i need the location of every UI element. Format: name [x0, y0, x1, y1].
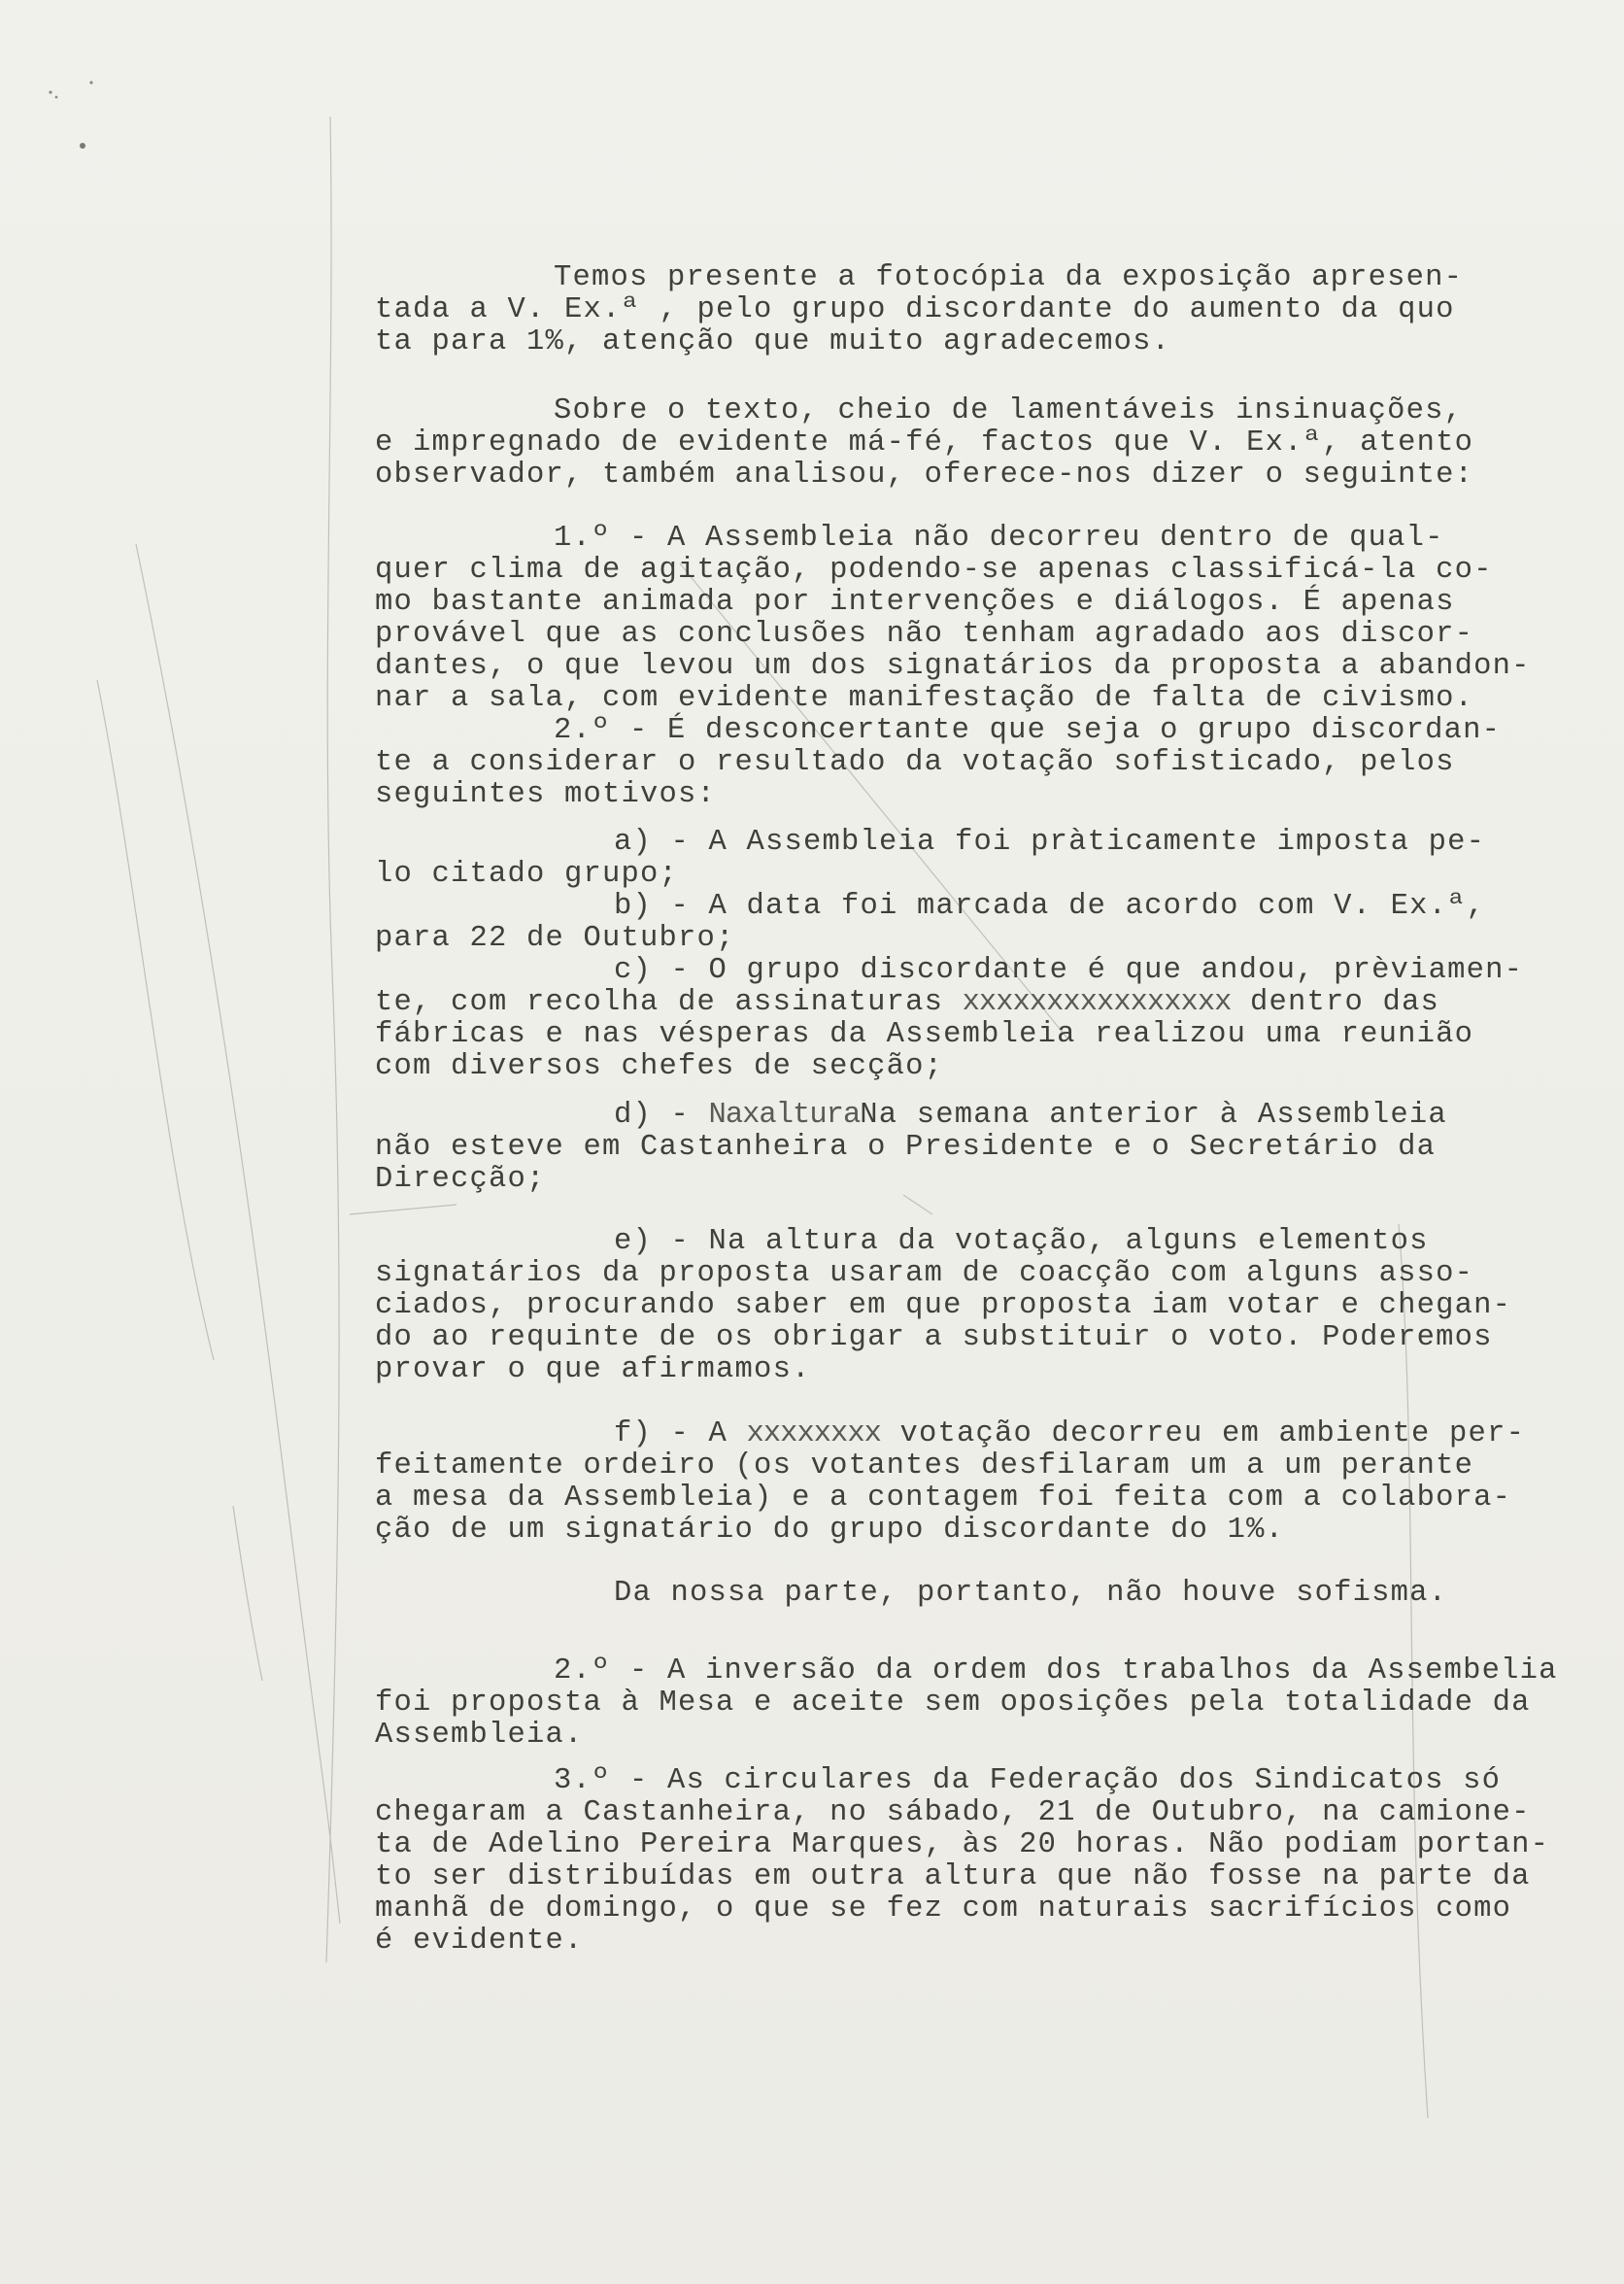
point-1-line-1: 1.º - A Assembleia não decorreu dentro de qual-: [554, 522, 1444, 555]
item-d-line-1-prefix: d) -: [614, 1099, 709, 1132]
paragraph-1-line-3: ta para 1%, atenção que muito agradecemos.: [375, 325, 1171, 358]
struck-out-text: xxxxxxxx: [746, 1417, 881, 1450]
point-1-line-5: dantes, o que levou um dos signatários da proposta a abandon-: [375, 650, 1531, 683]
point-1-line-3: mo bastante animada por intervenções e diálogos. É apenas: [375, 586, 1455, 619]
item-c-line-4: com diversos chefes de secção;: [375, 1050, 944, 1083]
item-f-line-3: a mesa da Assembleia) e a contagem foi feita com a colabora-: [375, 1482, 1512, 1515]
paragraph-2-line-3: observador, também analisou, oferece-nos dizer o seguinte:: [375, 459, 1474, 492]
item-f-line-2: feitamente ordeiro (os votantes desfilaram um a um perante: [375, 1449, 1474, 1483]
point-3-line-4: to ser distribuídas em outra altura que não fosse na parte da: [375, 1860, 1531, 1893]
item-c-line-3: fábricas e nas vésperas da Assembleia realizou uma reunião: [375, 1018, 1474, 1051]
point-3-line-2: chegaram a Castanheira, no sábado, 21 de Outubro, na camione-: [375, 1796, 1531, 1829]
item-e-line-1: e) - Na altura da votação, alguns elementos: [614, 1225, 1429, 1258]
item-f-line-4: ção de um signatário do grupo discordante do 1%.: [375, 1514, 1285, 1547]
conclusion-line: Da nossa parte, portanto, não houve sofisma.: [614, 1577, 1448, 1610]
point-1-line-4: provável que as conclusões não tenham agradado aos discor-: [375, 618, 1474, 651]
paragraph-1-line-2: tada a V. Ex.ª , pelo grupo discordante do aumento da quo: [375, 293, 1455, 326]
item-e-line-3: ciados, procurando saber em que proposta iam votar e chegan-: [375, 1289, 1512, 1322]
paragraph-2-line-2: e impregnado de evidente má-fé, factos que V. Ex.ª, atento: [375, 426, 1474, 460]
item-d-line-2: não esteve em Castanheira o Presidente e o Secretário da: [375, 1131, 1437, 1164]
struck-out-text: xxxxxxxxxxxxxxxx: [962, 986, 1232, 1019]
paragraph-1-line-1: Temos presente a fotocópia da exposição apresen-: [554, 261, 1464, 294]
item-a-line-2: lo citado grupo;: [375, 858, 679, 891]
item-e-line-2: signatários da proposta usaram de coacção com alguns asso-: [375, 1257, 1474, 1290]
point-3-line-5: manhã de domingo, o que se fez com naturais sacrifícios como: [375, 1892, 1512, 1926]
item-d-line-1: [614, 1100, 1447, 1132]
point-1-line-2: quer clima de agitação, podendo-se apenas classificá-la co-: [375, 554, 1493, 587]
item-b-line-1: b) - A data foi marcada de acordo com V. Ex.ª,: [614, 890, 1486, 923]
point-2b-line-1: 2.º - A inversão da ordem dos trabalhos da Assembelia: [554, 1654, 1558, 1687]
point-2-line-3: seguintes motivos:: [375, 778, 717, 811]
point-2b-line-2: foi proposta à Mesa e aceite sem oposições pela totalidade da: [375, 1687, 1531, 1720]
point-3-line-1: 3.º - As circulares da Federação dos Sindicatos só: [554, 1764, 1502, 1797]
point-2-line-2: te a considerar o resultado da votação sofisticado, pelos: [375, 746, 1455, 779]
item-c-line-1: c) - O grupo discordante é que andou, prèviamen-: [614, 954, 1524, 987]
item-b-line-2: para 22 de Outubro;: [375, 922, 735, 955]
point-1-line-6: nar a sala, com evidente manifestação de falta de civismo.: [375, 682, 1474, 715]
item-c-line-2: [375, 987, 1439, 1019]
struck-out-text: Naxaltura: [708, 1099, 861, 1132]
item-e-line-4: do ao requinte de os obrigar a substituir o voto. Poderemos: [375, 1321, 1493, 1354]
item-f-line-1: [614, 1418, 1525, 1450]
item-d-line-1-text: Na semana anterior à Assembleia: [860, 1099, 1447, 1132]
item-f-line-1-text: votação decorreu em ambiente per-: [880, 1417, 1526, 1450]
item-c-line-2-end: dentro das: [1231, 986, 1439, 1019]
item-d-line-3: Direcção;: [375, 1163, 546, 1196]
paragraph-2-line-1: Sobre o texto, cheio de lamentáveis insinuações,: [554, 394, 1464, 427]
point-3-line-6: é evidente.: [375, 1925, 584, 1958]
point-3-line-3: ta de Adelino Pereira Marques, às 20 horas. Não podiam portan-: [375, 1828, 1550, 1861]
item-e-line-5: provar o que afirmamos.: [375, 1353, 811, 1386]
point-2-line-1: 2.º - É desconcertante que seja o grupo discordan-: [554, 714, 1502, 747]
item-c-line-2-text: te, com recolha de assinaturas: [375, 986, 963, 1019]
item-a-line-1: a) - A Assembleia foi pràticamente imposta pe-: [614, 826, 1486, 859]
point-2b-line-3: Assembleia.: [375, 1719, 584, 1752]
item-f-line-1-prefix: f) - A: [614, 1417, 747, 1450]
